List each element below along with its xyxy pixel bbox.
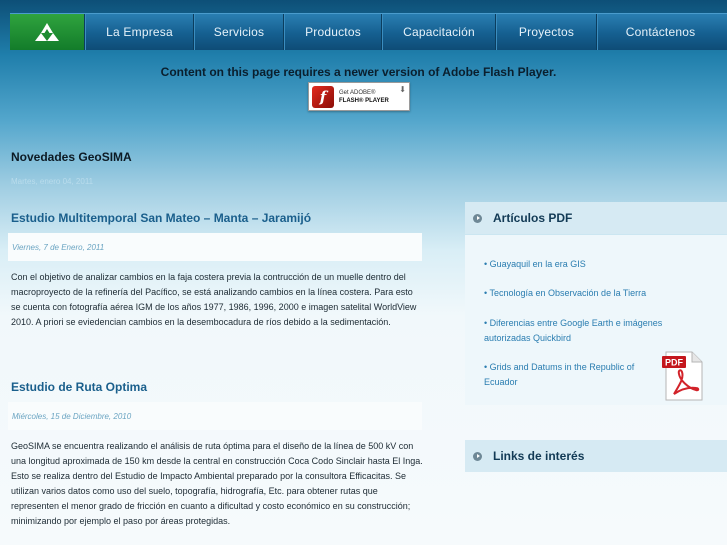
article-title-link[interactable]: Estudio Multitemporal San Mateo – Manta – Jaramijó <box>11 211 312 225</box>
article-title-link[interactable]: Estudio de Ruta Optima <box>11 380 148 394</box>
flash-logo-icon: f <box>312 86 334 108</box>
news-section-date: Martes, enero 04, 2011 <box>11 177 94 186</box>
download-arrow-icon: ⬇ <box>399 85 406 94</box>
flash-required-message: Content on this page requires a newer version of Adobe Flash Player. <box>160 65 557 79</box>
links-of-interest-title: Links de interés <box>493 449 585 463</box>
nav-contactenos[interactable]: Contáctenos <box>597 14 723 50</box>
get-flash-player-button[interactable] <box>308 82 410 111</box>
main-nav <box>10 13 727 50</box>
pdf-articles-header[interactable] <box>465 202 727 234</box>
pdf-icon-label: PDF <box>665 357 683 368</box>
nav-servicios[interactable]: Servicios <box>194 14 284 50</box>
pdf-link[interactable]: • Tecnología en Observación de la Tierra <box>484 288 647 298</box>
nav-la-empresa[interactable]: La Empresa <box>85 14 194 50</box>
links-of-interest-header[interactable] <box>465 440 727 472</box>
article-date: Viernes, 7 de Enero, 2011 <box>8 233 422 261</box>
arrow-bullet-icon <box>473 452 482 461</box>
flash-button-text <box>339 89 389 105</box>
pdf-link[interactable]: • Diferencias entre Google Earth e imágenes autorizadas Quickbird <box>484 318 663 343</box>
article-date: Miércoles, 15 de Diciembre, 2010 <box>8 402 422 430</box>
pdf-articles-title: Artículos PDF <box>493 211 573 225</box>
logo-triangles-icon <box>34 22 60 42</box>
pdf-link[interactable]: • Guayaquil en la era GIS <box>484 259 586 269</box>
flash-button-line2: FLASH® PLAYER <box>339 97 389 104</box>
article-body: Con el objetivo de analizar cambios en la faja costera previa la contrucción de un muelle dentro del macroproyecto de la refinería del Pacífico, se está analizando cambios en la línea costera. Para esto se cuenta con fotografía aérea IGM de los años 1977, 1986, 1996, 2000 e imagen satelital WorldView 2010. A priori se eviedencian cambios en la desembocadura de ríos debido a la sedimentación. <box>11 272 417 327</box>
geosima-logo[interactable] <box>10 14 85 50</box>
pdf-document-icon[interactable] <box>662 350 704 402</box>
nav-capacitacion[interactable]: Capacitación <box>382 14 496 50</box>
article-body: GeoSIMA se encuentra realizando el análisis de ruta óptima para el diseño de la línea de 500 kV con una longitud aproximada de 150 km desde la central en construcción Coca Codo Sinclair hasta El Inga. Esto se realiza dentro del Estudio de Impacto Ambiental preparado por la consultora Efficacitas. Se utilizan varios datos como uso del suelo, topografía, hidrografía, Etc. para obtener rutas que representen el menor grado de fricción en cuanto a dificultad y costo económico en su construcción; minimizando por ejemplo el paso por áreas protegidas. <box>11 441 423 526</box>
flash-button-line1: Get ADOBE® <box>339 89 376 96</box>
arrow-bullet-icon <box>473 214 482 223</box>
pdf-link[interactable]: • Grids and Datums in the Republic of Ecuador <box>484 362 635 387</box>
news-section-title: Novedades GeoSIMA <box>11 150 132 164</box>
nav-proyectos[interactable]: Proyectos <box>496 14 597 50</box>
nav-productos[interactable]: Productos <box>284 14 382 50</box>
